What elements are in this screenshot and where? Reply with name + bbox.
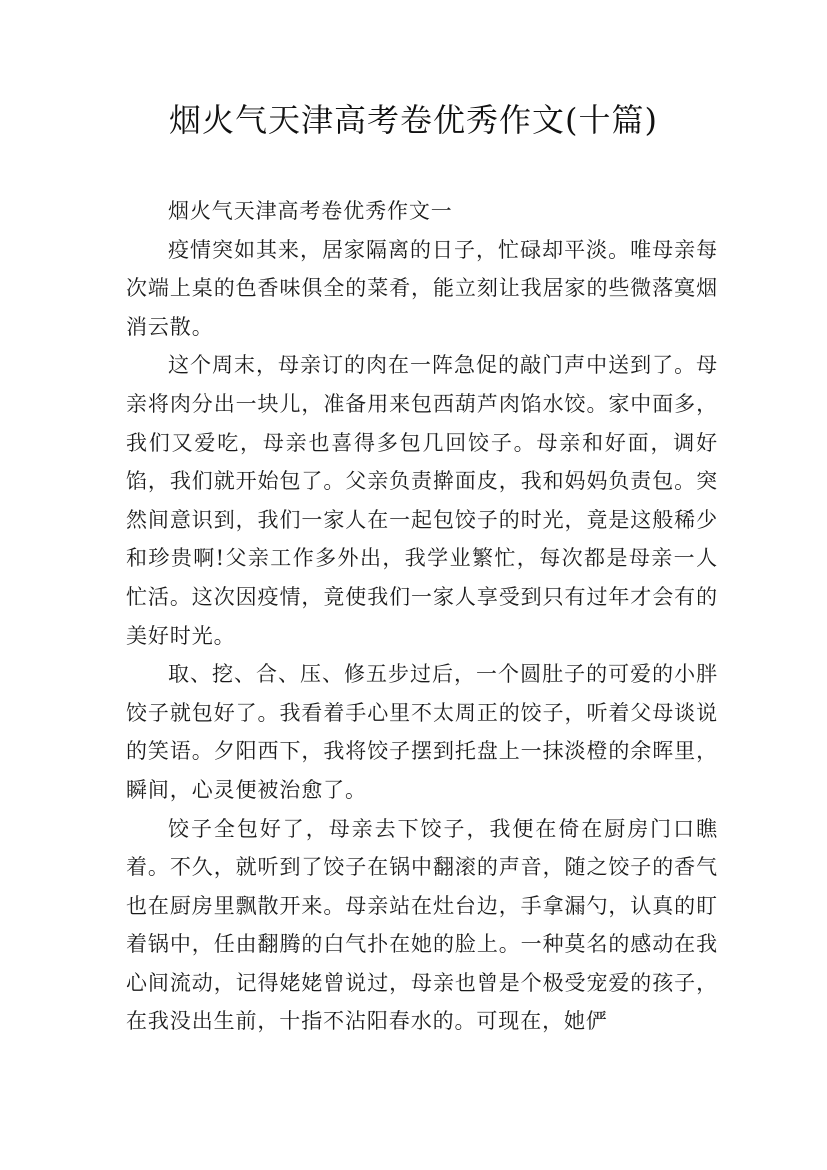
paragraph: 饺子全包好了，母亲去下饺子，我便在倚在厨房门口瞧着。不久，就听到了饺子在锅中翻滚的声音，随之饺子的香气也在厨房里飘散开来。母亲站在灶台边，手拿漏勺，认真的盯着锅中，任由翻腾的白气扑在她的脸上。一种莫名的感动在我心间流动，记得姥姥曾说过，母亲也曾是个极受宠爱的孩子，在我没出生前，十指不沾阳春水的。可现在，她俨 bbox=[126, 816, 718, 1034]
paragraph: 这个周末，母亲订的肉在一阵急促的敲门声中送到了。母亲将肉分出一块儿，准备用来包西葫芦肉馅水饺。家中面多，我们又爱吃，母亲也喜得多包几回饺子。母亲和好面，调好馅，我们就开始包了。父亲负责擀面皮，我和妈妈负责包。突然间意识到，我们一家人在一起包饺子的时光，竟是这般稀少和珍贵啊!父亲工作多外出，我学业繁忙，每次都是母亲一人忙活。这次因疫情，竟使我们一家人享受到只有过年才会有的美好时光。 bbox=[126, 353, 718, 648]
paragraph: 疫情突如其来，居家隔离的日子，忙碌却平淡。唯母亲每次端上桌的色香味俱全的菜肴，能立刻让我居家的些微落寞烟消云散。 bbox=[126, 237, 718, 339]
section-heading: 烟火气天津高考卷优秀作文一 bbox=[168, 199, 453, 223]
document-body bbox=[126, 192, 718, 1041]
document-title: 烟火气天津高考卷优秀作文(十篇) bbox=[169, 101, 658, 139]
paragraph: 取、挖、合、压、修五步过后，一个圆肚子的可爱的小胖饺子就包好了。我看着手心里不太周正的饺子，听着父母谈说的笑语。夕阳西下，我将饺子摆到托盘上一抹淡橙的余晖里，瞬间，心灵便被治愈了。 bbox=[126, 662, 718, 802]
